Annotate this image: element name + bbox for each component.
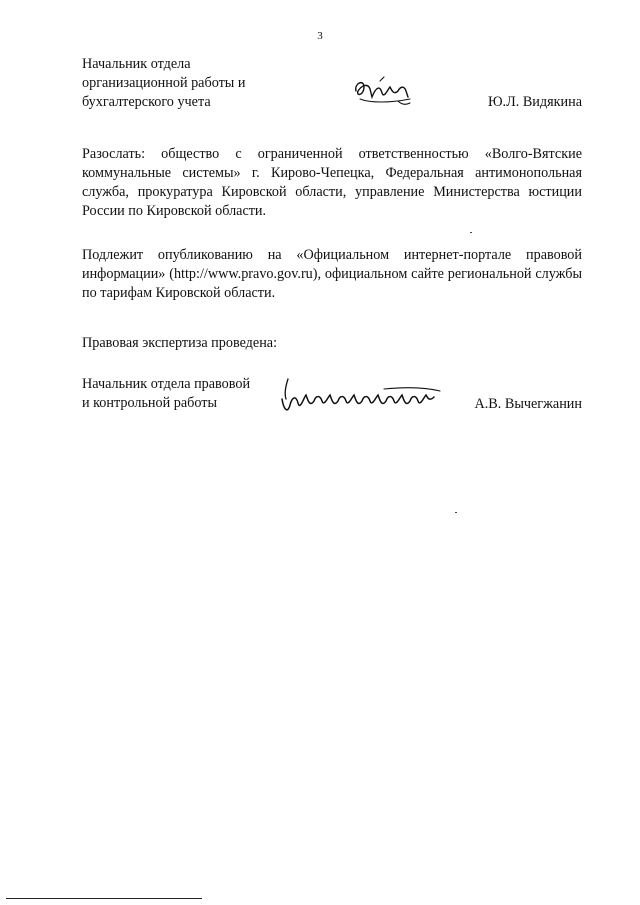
- signatory-block-2: [82, 375, 582, 425]
- signatory-1-position-line: бухгалтерского учета: [82, 94, 211, 110]
- handwritten-signature-2: [274, 375, 444, 417]
- signatory-2-position-line: и контрольной работы: [82, 395, 217, 411]
- scan-speck: [470, 232, 472, 233]
- signatory-block-1: [82, 55, 582, 115]
- signatory-1-position-line: организационной работы и: [82, 75, 246, 91]
- page-number: 3: [317, 30, 323, 42]
- publication-paragraph: Подлежит опубликованию на «Официальном интернет-портале правовой информации» (http://www.pravo.gov.ru), официальном сайте региональной службы по тарифам Кировской области.: [82, 247, 582, 301]
- signatory-2-name: А.В. Вычегжанин: [474, 396, 582, 412]
- legal-review-line: Правовая экспертиза проведена:: [82, 335, 278, 351]
- handwritten-signature-1: [350, 73, 422, 109]
- signatory-1-position-line: Начальник отдела: [82, 56, 191, 72]
- footer-rule: [6, 898, 202, 899]
- signatory-1-name: Ю.Л. Видякина: [487, 94, 582, 110]
- scan-speck: [455, 512, 457, 513]
- signatory-2-position-line: Начальник отдела правовой: [82, 376, 251, 392]
- distribution-paragraph: Разослать: общество с ограниченной ответственностью «Волго-Вятские коммунальные системы» г. Кирово-Чепецка, Федеральная антимонопольная служба, прокуратура Кировской области, управление Министерства юстиции России по Кировской области.: [82, 146, 582, 219]
